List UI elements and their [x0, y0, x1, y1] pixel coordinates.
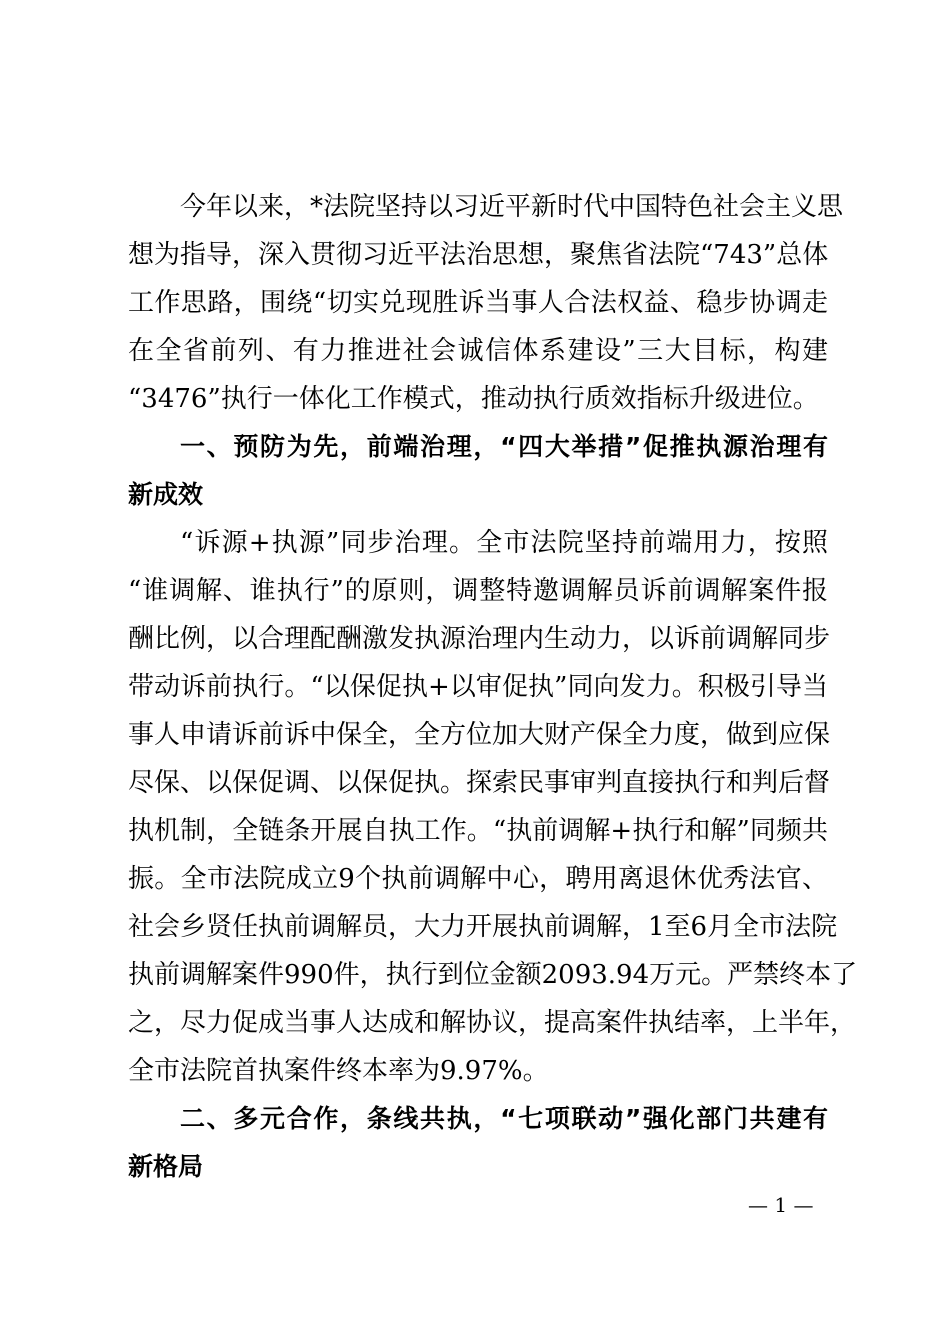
page-number: — 1 —: [748, 1193, 814, 1217]
section-1-body-line: 酬比例，以合理配酬激发执源治理内生动力，以诉前调解同步: [128, 624, 831, 654]
section-1-body-line: 事人申请诉前诉中保全，全方位加大财产保全力度，做到应保: [128, 720, 831, 750]
section-1-body-line: 振。全市法院成立9个执前调解中心，聘用离退休优秀法官、: [128, 864, 828, 894]
section-1-body-line: 执前调解案件990件，执行到位金额2093.94万元。严禁终本了: [128, 960, 858, 990]
section-heading-2-line: 二、多元合作，条线共执，“七项联动”强化部门共建有: [180, 1104, 828, 1133]
section-1-body-line: 尽保、以保促调、以保促执。探索民事审判直接执行和判后督: [128, 768, 831, 798]
section-1-body-line: “谁调解、谁执行”的原则，调整特邀调解员诉前调解案件报: [128, 576, 828, 606]
section-1-body-line: 之，尽力促成当事人达成和解协议，提高案件执结率，上半年，: [128, 1008, 857, 1038]
section-heading-1-line: 新成效: [128, 480, 204, 509]
intro-paragraph-line: 想为指导，深入贯彻习近平法治思想，聚焦省法院“743”总体: [128, 240, 829, 270]
section-1-body-line: 社会乡贤任执前调解员，大力开展执前调解，1至6月全市法院: [128, 912, 838, 942]
intro-paragraph-line: “3476”执行一体化工作模式，推动执行质效指标升级进位。: [128, 384, 819, 414]
intro-paragraph-line: 在全省前列、有力推进社会诚信体系建设”三大目标，构建: [128, 336, 828, 366]
section-heading-2-line: 新格局: [128, 1152, 204, 1181]
section-1-body-line: 带动诉前执行。“以保促执+以审促执”同向发力。积极引导当: [128, 672, 828, 702]
section-1-body-line: “诉源+执源”同步治理。全市法院坚持前端用力，按照: [180, 528, 828, 558]
intro-paragraph-line: 工作思路，围绕“切实兑现胜诉当事人合法权益、稳步协调走: [128, 288, 828, 318]
section-heading-1-line: 一、预防为先，前端治理，“四大举措”促推执源治理有: [180, 432, 828, 461]
section-1-body-line: 执机制，全链条开展自执工作。“执前调解+执行和解”同频共: [128, 816, 828, 846]
intro-paragraph-line: 今年以来，*法院坚持以习近平新时代中国特色社会主义思: [180, 192, 844, 222]
section-1-body-line: 全市法院首执案件终本率为9.97%。: [128, 1056, 549, 1086]
